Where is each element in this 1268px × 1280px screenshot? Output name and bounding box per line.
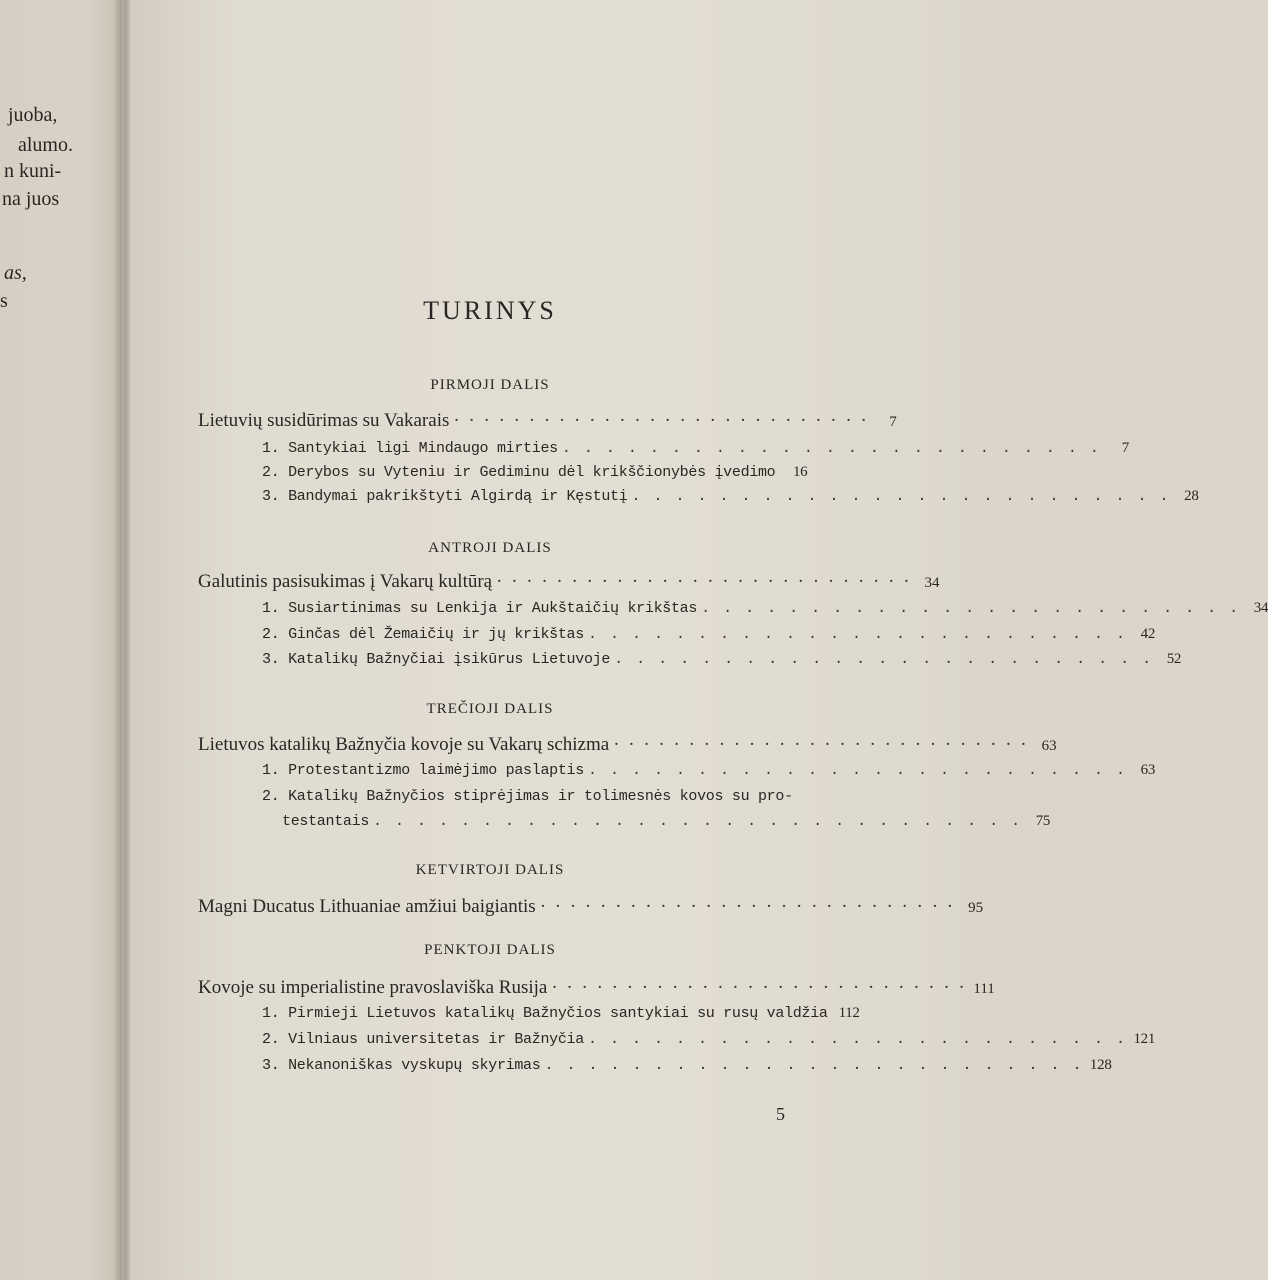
section-title: 1. Pirmieji Lietuvos katalikų Bažnyčios santykiai su rusų valdžia: [262, 1005, 828, 1022]
leader-dots: · · · · · · · · · · · · · · · · · · · · · · · · · · · ·: [496, 571, 912, 592]
left-page-text-fragment: juoba,: [8, 104, 58, 126]
left-page-text-fragment: n kuni-: [4, 160, 62, 182]
toc-title: TURINYS: [423, 296, 557, 325]
section-entry: [262, 651, 1182, 673]
chapter-page: 34: [924, 575, 940, 591]
section-entry: [262, 464, 808, 486]
part-heading: PIRMOJI DALIS: [430, 377, 550, 393]
section-page: 112: [838, 1005, 860, 1021]
section-page: 128: [1089, 1057, 1112, 1073]
left-page-text-fragment: as,: [4, 262, 27, 284]
section-entry-continuation: [282, 813, 1051, 835]
chapter-entry: [198, 571, 940, 597]
leader-dots: · · · · · · · · · · · · · · · · · · · · · · · · · · · ·: [453, 410, 869, 431]
leader-dots: . . . . . . . . . . . . . . . . . . . . . . . . .: [587, 762, 1128, 779]
section-title: 3. Nekanoniškas vyskupų skyrimas: [262, 1057, 541, 1074]
left-page-text-fragment: alumo.: [18, 134, 73, 156]
leader-dots: . . . . . . . . . . . . . . . . . . . . . . . . .: [587, 626, 1128, 643]
left-page: [0, 0, 122, 1280]
section-title: 2. Ginčas dėl Žemaičių ir jų krikštas: [262, 626, 584, 643]
section-page: 16: [792, 464, 808, 480]
chapter-title: Lietuvių susidūrimas su Vakarais: [198, 410, 450, 431]
leader-dots: . . . . . . . . . . . . . . . . . . . . . . . . .: [544, 1057, 1084, 1074]
leader-dots: . . . . . . . . . . . . . . . . . . . . . . . . .: [631, 488, 1171, 505]
leader-dots: . . . . . . . . . . . . . . . . . . . . . . . . .: [561, 440, 1101, 457]
section-page: 7: [1121, 440, 1129, 456]
page-number: 5: [776, 1104, 785, 1124]
left-page-text-fragment: s: [0, 290, 8, 312]
chapter-page: 111: [973, 981, 995, 997]
section-page: 75: [1035, 813, 1051, 829]
leader-dots: . . . . . . . . . . . . . . . . . . . . . . . . .: [587, 1031, 1128, 1048]
part-heading: PENKTOJI DALIS: [424, 942, 556, 958]
chapter-title: Magni Ducatus Lithuaniae amžiui baigiantis: [198, 896, 536, 917]
leader-dots: · · · · · · · · · · · · · · · · · · · · · · · · · · · ·: [551, 977, 967, 998]
leader-dots: . . . . . . . . . . . . . . . . . . . . . . . . .: [701, 600, 1241, 617]
section-title-continuation: testantais: [282, 813, 370, 830]
section-entry: [262, 788, 794, 810]
section-title: 2. Vilniaus universitetas ir Bažnyčia: [262, 1031, 584, 1048]
leader-dots: · · · · · · · · · · · · · · · · · · · · · · · · · · · ·: [613, 734, 1029, 755]
section-page: 34: [1253, 600, 1268, 616]
chapter-page: 7: [889, 414, 897, 430]
chapter-title: Lietuvos katalikų Bažnyčia kovoje su Vakarų schizma: [198, 734, 610, 755]
section-title: 1. Protestantizmo laimėjimo paslaptis: [262, 762, 584, 779]
section-entry: [262, 488, 1199, 510]
leader-dots: · · · · · · · · · · · · · · · · · · · · · · · · · · · ·: [539, 896, 956, 917]
chapter-page: 63: [1041, 738, 1057, 754]
chapter-title: Kovoje su imperialistine pravoslaviška Rusija: [198, 977, 548, 998]
section-title: 1. Susiartinimas su Lenkija ir Aukštaičių krikštas: [262, 600, 698, 617]
section-entry: [262, 440, 1129, 462]
part-heading: ANTROJI DALIS: [428, 540, 552, 556]
section-page: 63: [1140, 762, 1156, 778]
section-page: 28: [1184, 488, 1199, 504]
section-entry: [262, 1005, 860, 1027]
section-page: 121: [1133, 1031, 1156, 1047]
section-title: 3. Katalikų Bažnyčiai įsikūrus Lietuvoje: [262, 651, 611, 668]
part-heading: KETVIRTOJI DALIS: [415, 862, 565, 878]
leader-dots: . . . . . . . . . . . . . . . . . . . . . . . . .: [614, 651, 1154, 668]
chapter-entry: [198, 896, 984, 922]
section-entry: [262, 626, 1156, 648]
section-entry: [262, 600, 1268, 622]
chapter-entry: [198, 734, 1057, 760]
leader-dots: . . . . . . . . . . . . . . . . . . . . . . . . . . . . . .: [373, 813, 1023, 830]
section-entry: [262, 762, 1156, 784]
section-page: 52: [1166, 651, 1182, 667]
section-title: 2. Katalikų Bažnyčios stiprėjimas ir tolimesnės kovos su pro-: [262, 788, 793, 805]
chapter-title: Galutinis pasisukimas į Vakarų kultūrą: [198, 571, 493, 592]
section-page: 42: [1140, 626, 1156, 642]
chapter-page: 95: [968, 900, 984, 916]
chapter-entry: [198, 410, 897, 436]
section-entry: [262, 1031, 1156, 1053]
chapter-entry: [198, 977, 995, 1003]
section-title: 1. Santykiai ligi Mindaugo mirties: [262, 440, 558, 457]
section-title: 2. Derybos su Vyteniu ir Gediminu dėl krikščionybės įvedimo: [262, 464, 776, 481]
section-title: 3. Bandymai pakrikštyti Algirdą ir Kęstutį: [262, 488, 628, 505]
part-heading: TREČIOJI DALIS: [426, 701, 554, 717]
left-page-text-fragment: na juos: [2, 188, 60, 210]
section-entry: [262, 1057, 1112, 1079]
